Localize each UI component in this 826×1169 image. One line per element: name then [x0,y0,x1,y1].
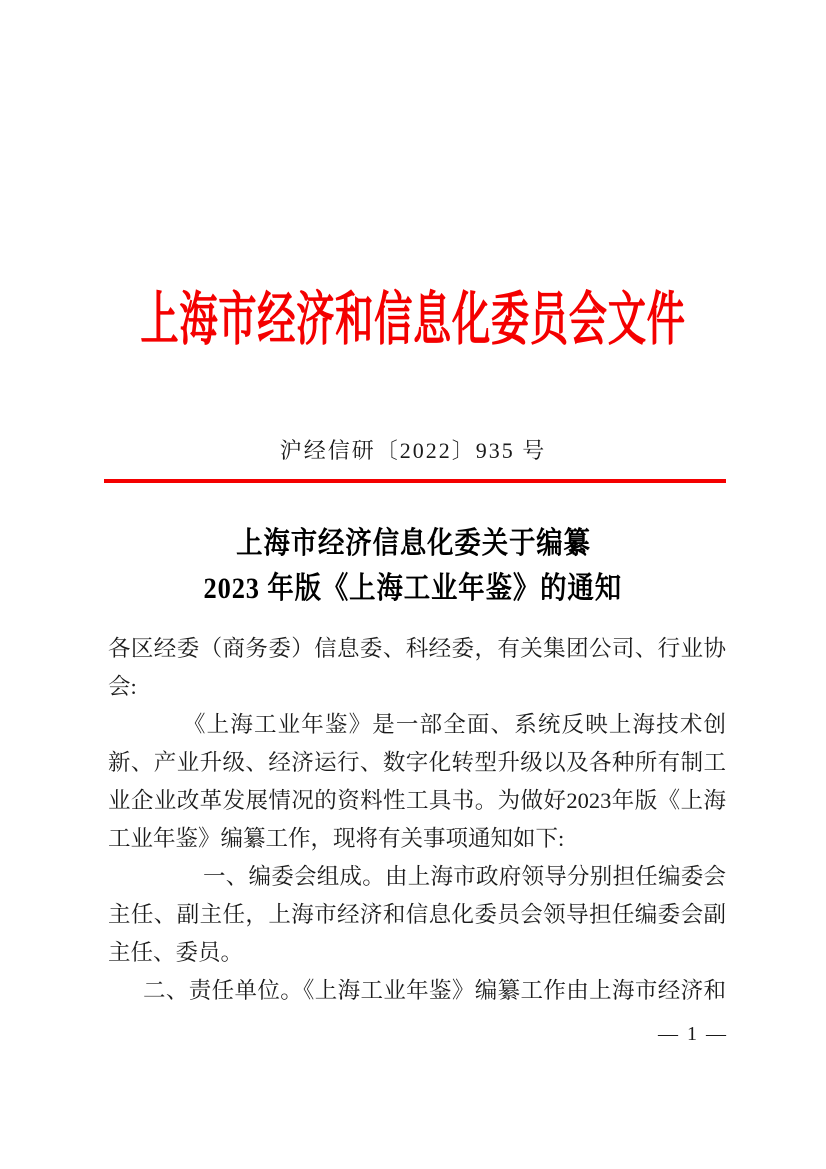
body-line-intro-3: 业企业改革发展情况的资料性工具书。为做好2023年版《上海 [108,788,726,813]
body-line-item1-2: 主任、副主任，上海市经济和信息化委员会领导担任编委会副 [108,902,726,927]
page-number: — 1 — [658,1023,728,1045]
doc-title-line1: 上海市经济信息化委关于编纂 [235,527,591,560]
body-line-salutation-end: 会: [108,674,137,699]
body-line-intro-2: 新、产业升级、经济运行、数字化转型升级以及各种所有制工 [108,750,726,775]
body-line-intro-1: 《上海工业年鉴》是一部全面、系统反映上海技术创 [183,712,726,737]
doc-title-row1 [0,524,826,569]
body-text [108,630,726,1010]
doc-title-line2: 2023 年版《上海工业年鉴》的通知 [203,572,623,605]
agency-title: 上海市经济和信息化委员会文件 [140,287,686,352]
body-line-item1-3: 主任、委员。 [108,940,244,965]
body-line-item1-1: 一、编委会组成。由上海市政府领导分别担任编委会 [203,864,726,889]
doc-number: 沪经信研〔2022〕935 号 [279,438,547,463]
body-line-salutation: 各区经委（商务委）信息委、科经委，有关集团公司、行业协 [108,636,726,661]
red-header [0,289,826,351]
red-divider-line [104,479,726,483]
doc-title-row2 [0,569,826,614]
body-line-item2-1: 二、责任单位。《上海工业年鉴》编纂工作由上海市经济和 [143,978,726,1003]
body-line-intro-4: 工业年鉴》编纂工作，现将有关事项通知如下: [108,826,565,851]
doc-title [0,524,826,614]
